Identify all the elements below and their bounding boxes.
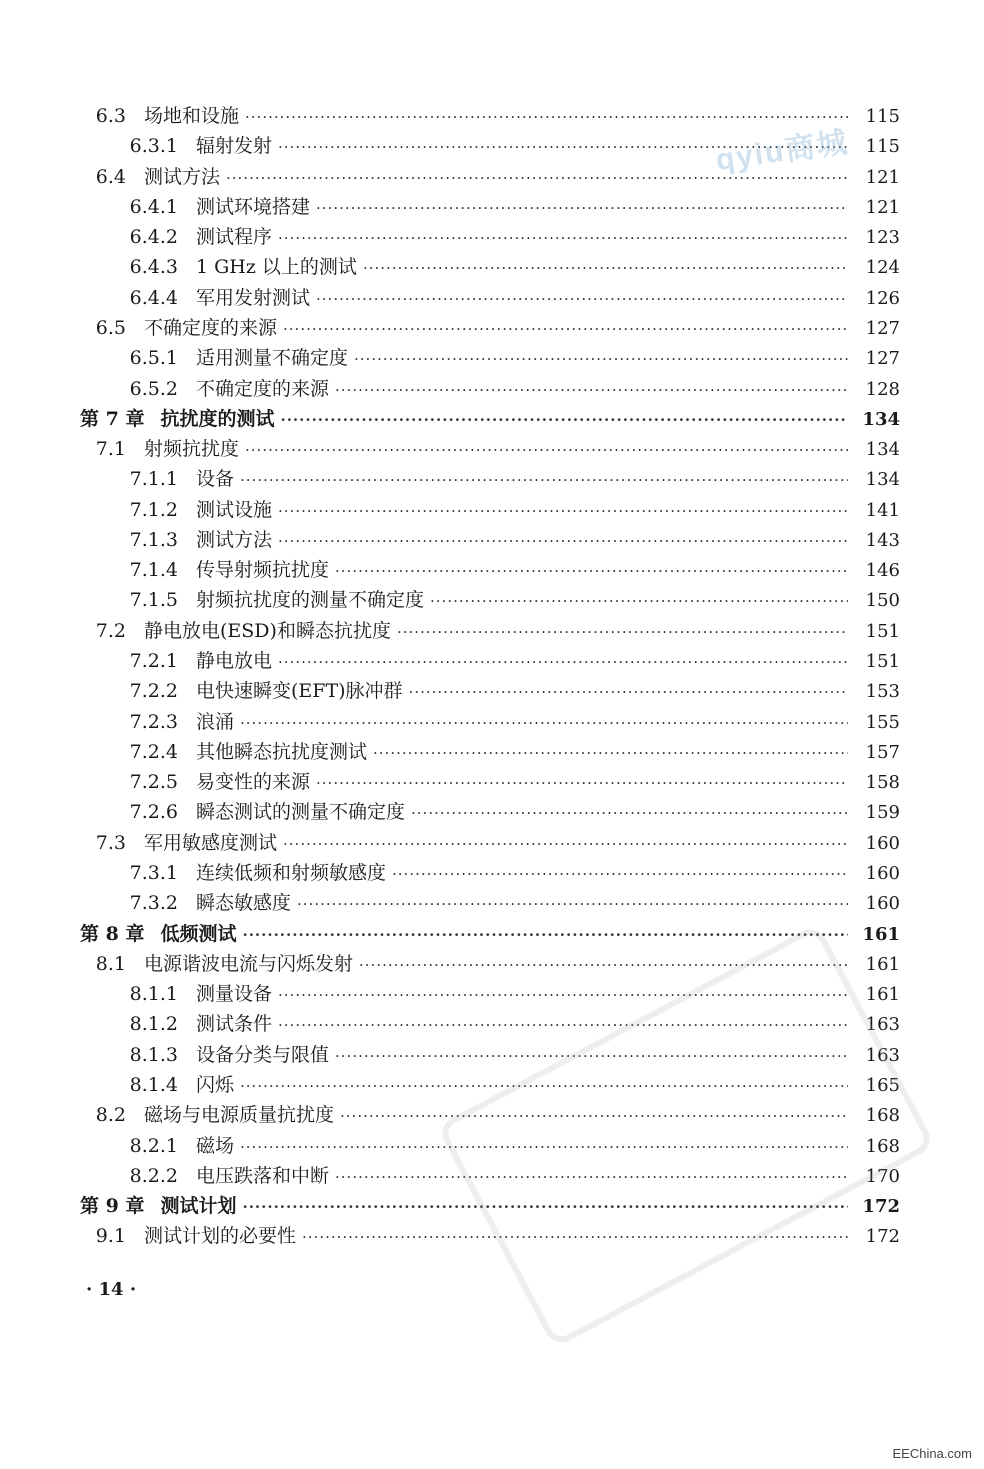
toc-entry-page: 127: [865, 317, 900, 339]
toc-entry-page: 115: [865, 136, 900, 158]
toc-entry: [118, 767, 900, 797]
toc-entry-page: 160: [865, 893, 900, 915]
toc-entry-title: 静电放电: [196, 650, 273, 673]
toc-entry-page: 172: [862, 1196, 900, 1218]
toc-entry-page: 165: [865, 1074, 900, 1096]
toc-entry-page: 153: [865, 681, 900, 703]
toc-leader-dots: [245, 108, 848, 126]
toc-entry-number: 6.3: [95, 105, 126, 127]
toc-entry-title: 测试程序: [196, 226, 273, 249]
toc-entry: [118, 192, 900, 222]
toc-entry: [118, 797, 900, 827]
toc-entry-number: 7.1.5: [129, 589, 178, 612]
toc-entry-number: 8.1.1: [129, 983, 178, 1006]
toc-entry-number: 7.2.6: [129, 801, 178, 824]
toc-entry-title: 辐射发射: [196, 135, 273, 158]
toc-entry-page: 141: [865, 499, 900, 521]
toc-entry-number: 6.3.1: [129, 135, 178, 158]
toc-entry: [64, 616, 900, 646]
toc-entry-title: 设备分类与限值: [196, 1043, 330, 1066]
toc-entry-number: 6.4.4: [129, 286, 178, 309]
toc-entry-page: 161: [865, 984, 900, 1006]
toc-entry-title: 军用发射测试: [196, 286, 311, 309]
toc-entry: [64, 828, 900, 858]
toc-entry-page: 150: [865, 590, 900, 612]
toc-entry-number: 第 8 章: [80, 922, 145, 945]
toc-entry-title: 电压跌落和中断: [196, 1164, 330, 1187]
toc-leader-dots: [316, 774, 848, 792]
toc-entry-number: 第 9 章: [80, 1195, 145, 1218]
toc-entry-title: 场地和设施: [144, 105, 240, 127]
toc-entry-title: 低频测试: [160, 922, 237, 945]
toc-leader-dots: [278, 502, 848, 520]
toc-entry-title: 测试方法: [144, 165, 221, 188]
toc-entry-number: 6.4.2: [129, 226, 178, 249]
toc-leader-dots: [392, 865, 848, 883]
toc-entry-title: 不确定度的来源: [144, 316, 278, 339]
toc-entry-page: 170: [865, 1165, 900, 1187]
toc-entry-number: 8.1.2: [129, 1013, 178, 1036]
toc-leader-dots: [283, 835, 848, 853]
toc-entry-number: 8.2.2: [129, 1164, 178, 1187]
toc-entry-page: 134: [862, 408, 900, 430]
toc-entry-page: 123: [865, 227, 900, 249]
toc-entry-page: 161: [865, 953, 900, 975]
toc-entry-title: 浪涌: [196, 710, 235, 733]
toc-entry: [118, 646, 900, 676]
watermark-text: qyiu商城: [713, 125, 851, 178]
toc-entry: [118, 343, 900, 373]
toc-entry-number: 8.2.1: [129, 1134, 178, 1157]
toc-entry-page: 158: [865, 772, 900, 794]
toc-leader-dots: [280, 411, 848, 429]
toc-entry: [118, 555, 900, 585]
toc-entry-title: 电源谐波电流与闪烁发射: [144, 952, 354, 975]
toc-entry-title: 射频抗扰度的测量不确定度: [196, 589, 425, 612]
toc-entry-page: 160: [865, 863, 900, 884]
toc-entry-title: 测试计划的必要性: [144, 1225, 297, 1248]
toc-entry-page: 115: [865, 106, 900, 127]
toc-entry: [118, 222, 900, 252]
toc-entry-title: 1 GHz 以上的测试: [196, 256, 357, 279]
toc-entry: [118, 374, 900, 404]
toc-entry-page: 127: [865, 348, 900, 370]
toc-entry-title: 闪烁: [196, 1073, 235, 1096]
toc-entry-title: 射频抗扰度: [144, 438, 240, 461]
toc-entry-page: 159: [865, 802, 900, 824]
toc-leader-dots: [316, 290, 848, 308]
toc-entry-page: 126: [865, 287, 900, 309]
toc-entry-title: 测试条件: [196, 1013, 273, 1036]
toc-entry-title: 瞬态测试的测量不确定度: [196, 801, 406, 824]
toc-entry: [80, 404, 900, 434]
toc-leader-dots: [335, 381, 848, 399]
toc-entry-number: 第 7 章: [80, 407, 145, 430]
toc-entry-number: 9.1: [95, 1225, 126, 1248]
toc-entry-page: 151: [865, 651, 900, 673]
toc-entry-number: 7.2: [95, 619, 126, 642]
toc-entry: [118, 585, 900, 615]
toc-entry-page: 163: [865, 1014, 900, 1036]
toc-entry-number: 7.2.2: [129, 680, 178, 703]
toc-entry-title: 磁场与电源质量抗扰度: [144, 1104, 335, 1127]
toc-leader-dots: [430, 592, 848, 610]
toc-entry-title: 瞬态敏感度: [196, 892, 292, 915]
toc-leader-dots: [283, 320, 848, 338]
toc-leader-dots: [411, 804, 848, 822]
toc-leader-dots: [240, 471, 848, 489]
toc-leader-dots: [397, 623, 848, 641]
toc-entry-number: 7.2.4: [129, 740, 178, 763]
toc-entry-number: 6.5.1: [129, 347, 178, 370]
toc-entry-page: 172: [865, 1226, 900, 1248]
toc-entry-title: 设备: [196, 468, 235, 491]
toc-entry-number: 7.3.1: [129, 862, 178, 884]
toc-entry-title: 磁场: [196, 1134, 235, 1157]
toc-entry: [118, 495, 900, 525]
toc-entry-number: 7.1.3: [129, 528, 178, 551]
toc-leader-dots: [363, 259, 848, 277]
toc-entry-title: 军用敏感度测试: [144, 831, 278, 854]
toc-entry-title: 适用测量不确定度: [196, 347, 349, 370]
toc-entry-number: 6.4.1: [129, 195, 178, 218]
toc-entry-page: 161: [862, 923, 900, 945]
toc-entry: [64, 434, 900, 464]
footer-page-number: · 14 ·: [86, 1279, 137, 1300]
toc-entry-title: 易变性的来源: [196, 771, 311, 794]
toc-entry: [64, 313, 900, 343]
toc-entry-number: 6.5.2: [129, 377, 178, 400]
toc-entry-title: 连续低频和射频敏感度: [196, 862, 387, 884]
toc-entry-title: 测试方法: [196, 528, 273, 551]
toc-entry-title: 测量设备: [196, 983, 273, 1006]
toc-entry-number: 7.2.5: [129, 771, 178, 794]
toc-entry-number: 6.5: [95, 316, 126, 339]
toc-entry-page: 134: [865, 469, 900, 491]
toc-entry: [118, 888, 900, 918]
toc-leader-dots: [316, 199, 848, 217]
toc-entry-page: 168: [865, 1105, 900, 1127]
toc-entry-number: 7.3: [95, 831, 126, 854]
toc-leader-dots: [335, 562, 848, 580]
toc-entry: [118, 283, 900, 313]
toc-entry-page: 157: [865, 741, 900, 763]
toc-entry-page: 128: [865, 378, 900, 400]
toc-entry-page: 155: [865, 711, 900, 733]
toc-entry-number: 7.1: [95, 438, 126, 461]
toc-entry: [118, 252, 900, 282]
toc-entry-title: 其他瞬态抗扰度测试: [196, 740, 368, 763]
toc-entry-page: 124: [865, 257, 900, 279]
toc-entry-title: 传导射频抗扰度: [196, 559, 330, 582]
toc-entry-page: 146: [865, 560, 900, 582]
toc-entry: [118, 676, 900, 706]
toc-leader-dots: [373, 744, 848, 762]
toc-entry-number: 7.2.3: [129, 710, 178, 733]
toc-entry-number: 8.2: [95, 1104, 126, 1127]
toc-entry: [118, 858, 900, 888]
toc-entry-number: 7.1.4: [129, 559, 178, 582]
toc-entry-number: 8.1.3: [129, 1043, 178, 1066]
toc-entry-page: 134: [865, 439, 900, 461]
toc-entry-title: 电快速瞬变(EFT)脉冲群: [196, 680, 403, 703]
toc-entry-number: 7.2.1: [129, 650, 178, 673]
toc-entry-number: 8.1.4: [129, 1073, 178, 1096]
toc-entry-number: 7.3.2: [129, 892, 178, 915]
toc-entry-number: 7.1.2: [129, 498, 178, 521]
toc-entry-number: 8.1: [95, 952, 126, 975]
toc-entry: [118, 707, 900, 737]
toc-leader-dots: [240, 714, 848, 732]
toc-leader-dots: [278, 532, 848, 550]
toc-leader-dots: [245, 441, 848, 459]
toc-entry-page: 121: [865, 196, 900, 218]
toc-entry-page: 121: [865, 166, 900, 188]
toc-leader-dots: [297, 895, 848, 913]
toc-entry-title: 测试计划: [160, 1195, 237, 1218]
toc-entry-page: 168: [865, 1135, 900, 1157]
brand-label: EEChina.com: [892, 1446, 972, 1461]
toc-entry-page: 143: [865, 529, 900, 551]
toc-entry-page: 151: [865, 620, 900, 642]
toc-entry: [118, 525, 900, 555]
toc-leader-dots: [278, 653, 848, 671]
toc-leader-dots: [242, 926, 848, 944]
toc-entry-title: 抗扰度的测试: [160, 407, 275, 430]
toc-entry: [118, 464, 900, 494]
toc-entry-title: 测试环境搭建: [196, 195, 311, 218]
toc-entry: [118, 737, 900, 767]
toc-entry-page: 163: [865, 1044, 900, 1066]
toc-entry-number: 6.4.3: [129, 256, 178, 279]
toc-entry-title: 不确定度的来源: [196, 377, 330, 400]
toc-entry-number: 6.4: [95, 165, 126, 188]
toc-leader-dots: [354, 350, 848, 368]
toc-entry-title: 测试设施: [196, 498, 273, 521]
toc-entry-number: 7.1.1: [129, 468, 178, 491]
toc-entry-page: 160: [865, 832, 900, 854]
toc-leader-dots: [409, 683, 848, 701]
toc-leader-dots: [278, 229, 848, 247]
toc-entry-title: 静电放电(ESD)和瞬态抗扰度: [144, 619, 391, 642]
